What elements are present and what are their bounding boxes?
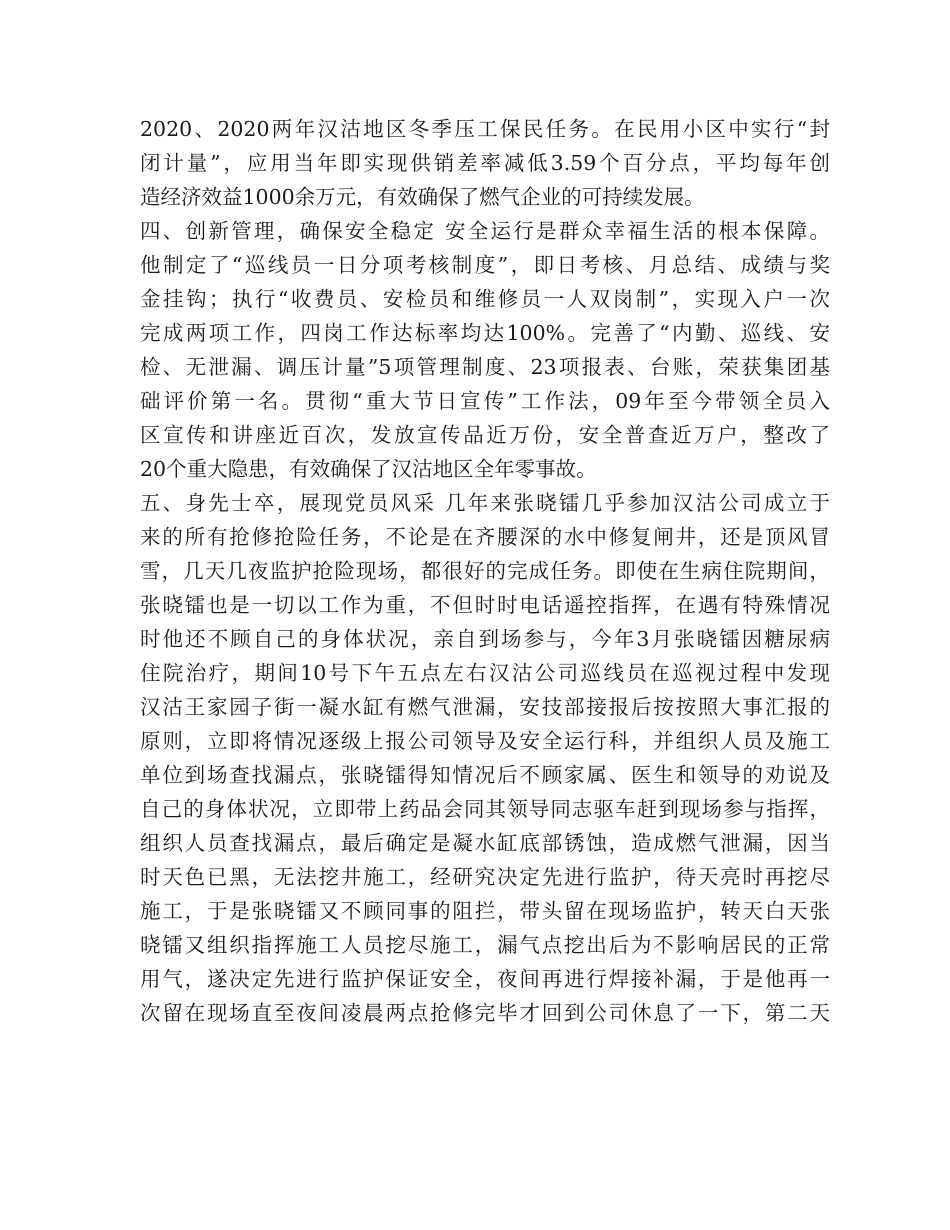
text-line-8: 检、无泄漏、调压计量”5项管理制度、23项报表、台账，荣获集团基	[140, 355, 830, 379]
text-line-4: 四、创新管理，确保安全稳定 安全运行是群众幸福生活的根本保障。	[140, 219, 830, 243]
text-line-23: 时天色已黑，无法挖井施工，经研究决定先进行监护，待天亮时再挖尽	[140, 865, 830, 889]
text-line-25: 晓镭又组织指挥施工人员挖尽施工，漏气点挖出后为不影响居民的正常	[140, 933, 830, 957]
text-line-22: 组织人员查找漏点，最后确定是凝水缸底部锈蚀，造成燃气泄漏，因当	[140, 831, 830, 855]
text-line-3: 造经济效益1000余万元，有效确保了燃气企业的可持续发展。	[140, 185, 705, 209]
text-line-13: 来的所有抢修抢险任务，不论是在齐腰深的水中修复闸井，还是顶风冒	[140, 525, 830, 549]
text-line-19: 原则，立即将情况逐级上报公司领导及安全运行科，并组织人员及施工	[140, 729, 830, 753]
text-line-9: 础评价第一名。贯彻“重大节日宣传”工作法，09年至今带领全员入	[140, 389, 830, 413]
text-line-18: 汉沽王家园子街一凝水缸有燃气泄漏，安技部接报后按按照大事汇报的	[140, 695, 830, 719]
text-line-1: 2020、2020两年汉沽地区冬季压工保民任务。在民用小区中实行“封	[140, 117, 830, 141]
text-line-14: 雪，几天几夜监护抢险现场，都很好的完成任务。即使在生病住院期间，	[140, 559, 830, 583]
text-line-11: 20个重大隐患，有效确保了汉沽地区全年零事故。	[140, 457, 597, 481]
text-line-5: 他制定了“巡线员一日分项考核制度”，即日考核、月总结、成绩与奖	[140, 253, 830, 277]
text-line-24: 施工，于是张晓镭又不顾同事的阻拦，带头留在现场监护，转天白天张	[140, 899, 830, 923]
text-line-6: 金挂钩；执行“收费员、安检员和维修员一人双岗制”，实现入户一次	[140, 287, 830, 311]
text-line-10: 区宣传和讲座近百次，发放宣传品近万份，安全普查近万户，整改了	[140, 423, 830, 447]
text-line-12: 五、身先士卒，展现党员风采 几年来张晓镭几乎参加汉沽公司成立于	[140, 491, 830, 515]
text-line-21: 自己的身体状况，立即带上药品会同其领导同志驱车赶到现场参与指挥，	[140, 797, 830, 821]
text-line-2: 闭计量”，应用当年即实现供销差率减低3.59个百分点，平均每年创	[140, 151, 830, 175]
text-line-26: 用气，遂决定先进行监护保证安全，夜间再进行焊接补漏，于是他再一	[140, 967, 830, 991]
text-line-7: 完成两项工作，四岗工作达标率均达100%。完善了“内勤、巡线、安	[140, 321, 830, 345]
text-line-16: 时他还不顾自己的身体状况，亲自到场参与，今年3月张晓镭因糖尿病	[140, 627, 830, 651]
text-line-17: 住院治疗，期间10号下午五点左右汉沽公司巡线员在巡视过程中发现	[140, 661, 830, 685]
text-line-20: 单位到场查找漏点，张晓镭得知情况后不顾家属、医生和领导的劝说及	[140, 763, 830, 787]
text-line-15: 张晓镭也是一切以工作为重，不但时时电话遥控指挥，在遇有特殊情况	[140, 593, 830, 617]
text-line-27: 次留在现场直至夜间凌晨两点抢修完毕才回到公司休息了一下，第二天	[140, 1001, 830, 1025]
body-text	[140, 112, 830, 1030]
